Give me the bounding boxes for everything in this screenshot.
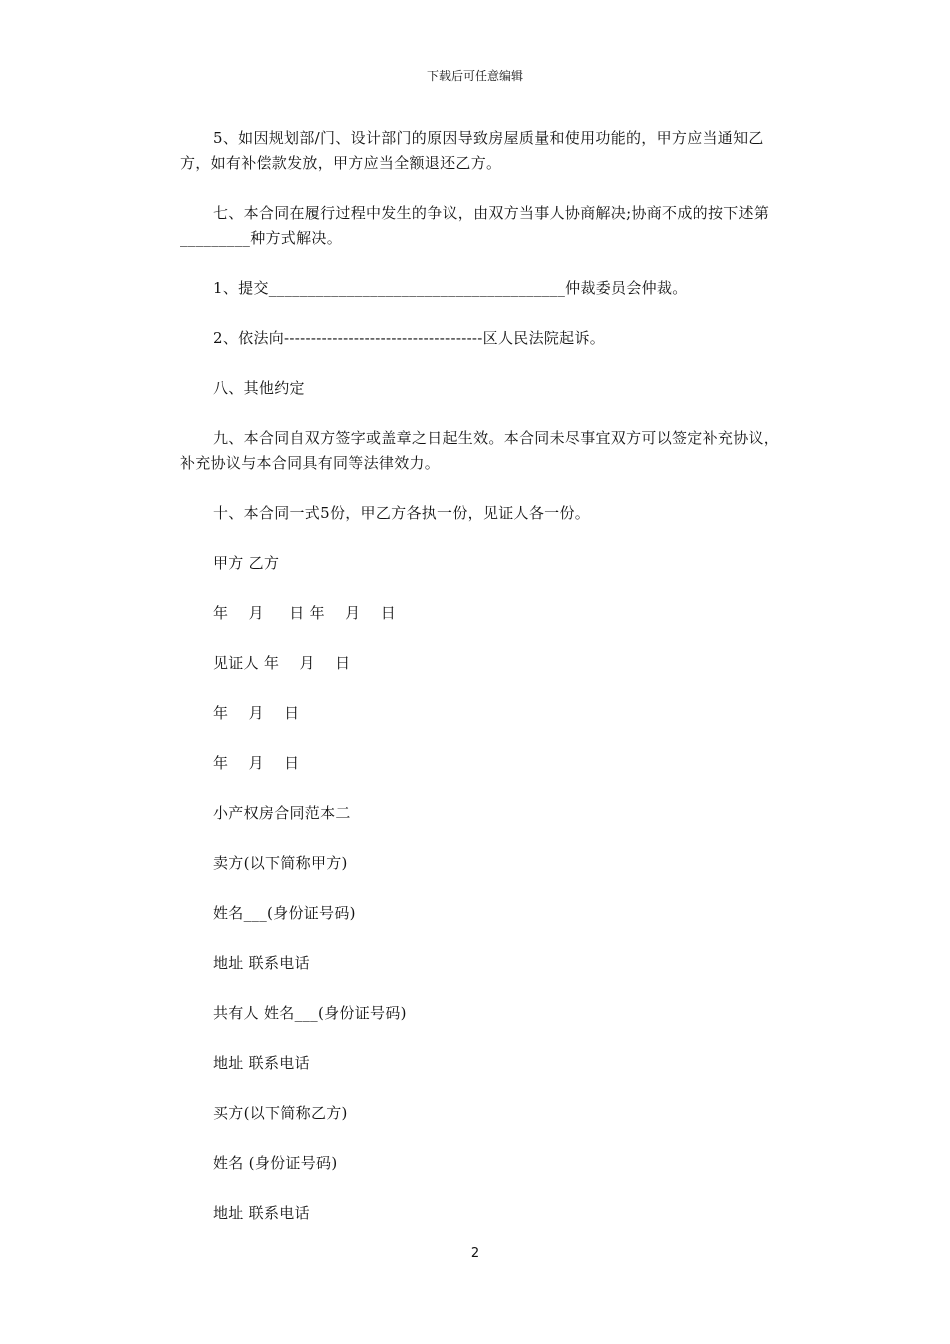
- co-owner-name-id: 共有人 姓名___(身份证号码): [213, 1004, 407, 1022]
- signature-dates: 年 月 日 年 月 日: [213, 604, 397, 622]
- page-number: 2: [470, 1246, 480, 1261]
- clause-9-effective: 九、本合同自双方签字或盖章之日起生效。本合同未尽事宜双方可以签定补充协议，补充协议与本合同具有同等法律效力。: [180, 429, 780, 472]
- clause-8-other: 八、其他约定: [213, 379, 305, 397]
- buyer-address-phone: 地址 联系电话: [213, 1204, 310, 1222]
- dispute-option-arbitration: 1、提交______________________________________仲裁委员会仲裁。: [213, 279, 688, 297]
- buyer-name-id: 姓名 (身份证号码): [213, 1154, 338, 1172]
- section-title-template-2: 小产权房合同范本二: [213, 804, 351, 822]
- document-body: [180, 126, 780, 1251]
- seller-label: 卖方(以下简称甲方): [213, 854, 348, 872]
- seller-address-phone: 地址 联系电话: [213, 954, 310, 972]
- clause-7-disputes: 七、本合同在履行过程中发生的争议，由双方当事人协商解决;协商不成的按下述第_________种方式解决。: [180, 204, 770, 247]
- signature-parties: 甲方 乙方: [213, 554, 280, 572]
- clause-5-refund: 5、如因规划部/门、设计部门的原因导致房屋质量和使用功能的，甲方应当通知乙方，如有补偿款发放，甲方应当全额退还乙方。: [180, 129, 764, 172]
- co-owner-address-phone: 地址 联系电话: [213, 1054, 310, 1072]
- witness-date: 见证人 年 月 日: [213, 654, 351, 672]
- buyer-label: 买方(以下简称乙方): [213, 1104, 348, 1122]
- clause-10-copies: 十、本合同一式5份，甲乙方各执一份，见证人各一份。: [213, 504, 591, 522]
- date-line: 年 月 日: [213, 704, 300, 722]
- dispute-option-court: 2、依法向-------------------------------------区人民法院起诉。: [213, 329, 606, 347]
- date-line: 年 月 日: [213, 754, 300, 772]
- page-header: 下载后可任意编辑: [426, 69, 523, 83]
- seller-name-id: 姓名___(身份证号码): [213, 904, 356, 922]
